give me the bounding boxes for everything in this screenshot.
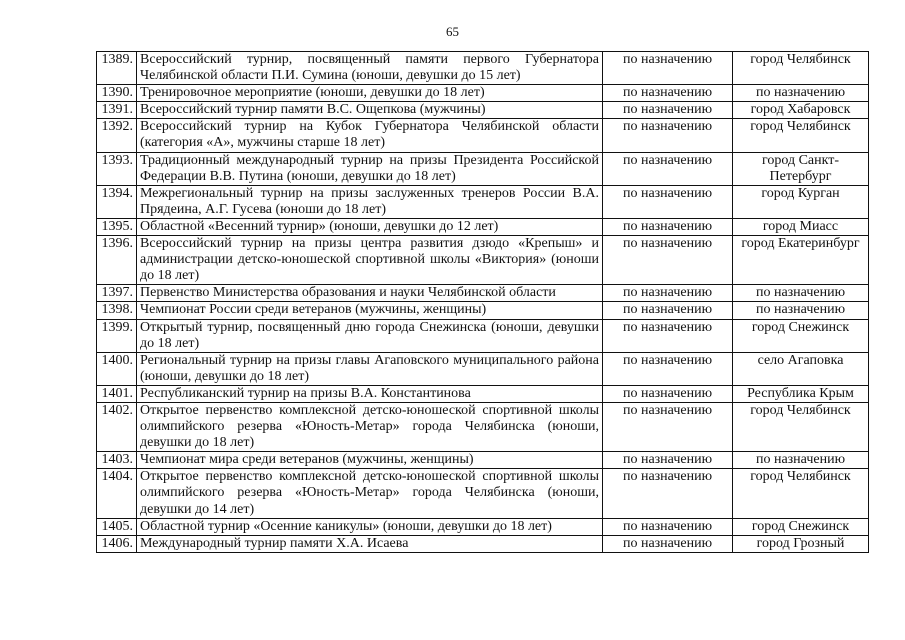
table-row xyxy=(97,52,869,85)
event-date-cell: по назначению xyxy=(603,402,733,451)
table-row xyxy=(97,402,869,451)
event-place-cell: город Челябинск xyxy=(733,402,869,451)
event-date-cell: по назначению xyxy=(603,518,733,535)
table-row xyxy=(97,185,869,218)
event-name-cell: Первенство Министерства образования и науки Челябинской области xyxy=(137,285,603,302)
event-place-cell: город Грозный xyxy=(733,535,869,552)
event-place-cell: город Челябинск xyxy=(733,52,869,85)
event-name-cell: Чемпионат России среди ветеранов (мужчины, женщины) xyxy=(137,302,603,319)
event-name-cell: Открытый турнир, посвященный дню города Снежинска (юноши, девушки до 18 лет) xyxy=(137,319,603,352)
event-place-cell: город Екатеринбург xyxy=(733,236,869,285)
table-row xyxy=(97,119,869,152)
event-place-cell: город Снежинск xyxy=(733,518,869,535)
table-row xyxy=(97,535,869,552)
table-row xyxy=(97,518,869,535)
row-number-cell: 1394. xyxy=(97,185,137,218)
event-date-cell: по назначению xyxy=(603,285,733,302)
event-name-cell: Чемпионат мира среди ветеранов (мужчины, женщины) xyxy=(137,452,603,469)
event-date-cell: по назначению xyxy=(603,469,733,518)
event-date-cell: по назначению xyxy=(603,119,733,152)
event-date-cell: по назначению xyxy=(603,52,733,85)
table-row xyxy=(97,385,869,402)
table-row xyxy=(97,102,869,119)
event-date-cell: по назначению xyxy=(603,218,733,235)
event-date-cell: по назначению xyxy=(603,319,733,352)
event-name-cell: Международный турнир памяти Х.А. Исаева xyxy=(137,535,603,552)
table-row xyxy=(97,352,869,385)
event-place-cell: город Челябинск xyxy=(733,119,869,152)
event-date-cell: по назначению xyxy=(603,185,733,218)
table-row xyxy=(97,302,869,319)
event-date-cell: по назначению xyxy=(603,452,733,469)
event-place-cell: город Миасс xyxy=(733,218,869,235)
event-name-cell: Всероссийский турнир, посвященный памяти первого Губернатора Челябинской области П.И. Сумина (юноши, девушки до 15 лет) xyxy=(137,52,603,85)
event-place-cell: город Хабаровск xyxy=(733,102,869,119)
row-number-cell: 1406. xyxy=(97,535,137,552)
event-name-cell: Всероссийский турнир на призы центра развития дзюдо «Крепыш» и администрации детско-юношеской спортивной школы «Виктория» (юноши до 18 лет) xyxy=(137,236,603,285)
row-number-cell: 1399. xyxy=(97,319,137,352)
row-number-cell: 1398. xyxy=(97,302,137,319)
table-row xyxy=(97,319,869,352)
event-date-cell: по назначению xyxy=(603,85,733,102)
event-name-cell: Тренировочное мероприятие (юноши, девушки до 18 лет) xyxy=(137,85,603,102)
row-number-cell: 1389. xyxy=(97,52,137,85)
table-row xyxy=(97,85,869,102)
event-place-cell: по назначению xyxy=(733,302,869,319)
event-name-cell: Всероссийский турнир на Кубок Губернатора Челябинской области (категория «А», мужчины старше 18 лет) xyxy=(137,119,603,152)
event-place-cell: по назначению xyxy=(733,85,869,102)
row-number-cell: 1392. xyxy=(97,119,137,152)
event-date-cell: по назначению xyxy=(603,352,733,385)
row-number-cell: 1395. xyxy=(97,218,137,235)
event-date-cell: по назначению xyxy=(603,152,733,185)
event-name-cell: Областной «Весенний турнир» (юноши, девушки до 12 лет) xyxy=(137,218,603,235)
event-date-cell: по назначению xyxy=(603,302,733,319)
event-place-cell: по назначению xyxy=(733,452,869,469)
row-number-cell: 1390. xyxy=(97,85,137,102)
table-row xyxy=(97,285,869,302)
event-place-cell: село Агаповка xyxy=(733,352,869,385)
event-name-cell: Региональный турнир на призы главы Агаповского муниципального района (юноши, девушки до 18 лет) xyxy=(137,352,603,385)
table-row xyxy=(97,469,869,518)
row-number-cell: 1401. xyxy=(97,385,137,402)
table-row xyxy=(97,218,869,235)
row-number-cell: 1404. xyxy=(97,469,137,518)
event-place-cell: город Курган xyxy=(733,185,869,218)
events-table-body xyxy=(97,52,869,553)
event-name-cell: Межрегиональный турнир на призы заслуженных тренеров России В.А. Прядеина, А.Г. Гусева (юноши до 18 лет) xyxy=(137,185,603,218)
table-row xyxy=(97,236,869,285)
table-row xyxy=(97,452,869,469)
row-number-cell: 1391. xyxy=(97,102,137,119)
event-place-cell: город Санкт-Петербург xyxy=(733,152,869,185)
event-date-cell: по назначению xyxy=(603,535,733,552)
row-number-cell: 1396. xyxy=(97,236,137,285)
row-number-cell: 1403. xyxy=(97,452,137,469)
event-name-cell: Республиканский турнир на призы В.А. Константинова xyxy=(137,385,603,402)
event-name-cell: Всероссийский турнир памяти В.С. Ощепкова (мужчины) xyxy=(137,102,603,119)
event-place-cell: Республика Крым xyxy=(733,385,869,402)
event-place-cell: город Челябинск xyxy=(733,469,869,518)
table-row xyxy=(97,152,869,185)
events-table xyxy=(96,51,869,553)
page-number: 65 xyxy=(446,24,459,39)
row-number-cell: 1400. xyxy=(97,352,137,385)
event-name-cell: Областной турнир «Осенние каникулы» (юноши, девушки до 18 лет) xyxy=(137,518,603,535)
row-number-cell: 1405. xyxy=(97,518,137,535)
row-number-cell: 1397. xyxy=(97,285,137,302)
event-name-cell: Открытое первенство комплексной детско-юношеской спортивной школы олимпийского резерва «Юность-Метар» города Челябинска (юноши, девушки до 18 лет) xyxy=(137,402,603,451)
event-name-cell: Открытое первенство комплексной детско-юношеской спортивной школы олимпийского резерва «Юность-Метар» города Челябинска (юноши, девушки до 14 лет) xyxy=(137,469,603,518)
event-date-cell: по назначению xyxy=(603,102,733,119)
row-number-cell: 1402. xyxy=(97,402,137,451)
event-place-cell: город Снежинск xyxy=(733,319,869,352)
event-name-cell: Традиционный международный турнир на призы Президента Российской Федерации В.В. Путина (юноши, девушки до 18 лет) xyxy=(137,152,603,185)
event-date-cell: по назначению xyxy=(603,385,733,402)
event-date-cell: по назначению xyxy=(603,236,733,285)
row-number-cell: 1393. xyxy=(97,152,137,185)
event-place-cell: по назначению xyxy=(733,285,869,302)
